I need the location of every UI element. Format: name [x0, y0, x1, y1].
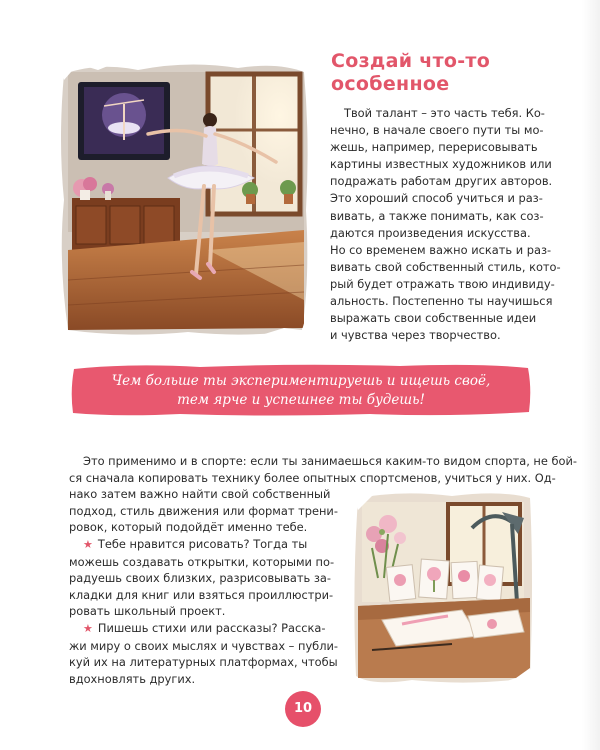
page-edge-shadow	[582, 0, 600, 750]
intro-line: даются произведения искусства.	[330, 225, 531, 240]
tip-1-line: ровать школьный проект.	[69, 604, 226, 619]
intro-line: Но со временем важно искать и раз-	[330, 242, 552, 257]
body-line: ся сначала копировать технику более опытных спортсменов, учиться у них. Од-	[69, 470, 556, 485]
tip-1-text: Тебе нравится рисовать? Тогда ты	[97, 536, 308, 551]
banner-quote	[70, 372, 532, 410]
art-desk-illustration	[352, 488, 534, 686]
tip-2-text: Пишешь стихи или рассказы? Расска-	[97, 620, 326, 635]
tip-1-line: кладки для книг или взяться проиллюстри-	[69, 587, 334, 602]
intro-line: подражать работам других авторов.	[330, 174, 553, 189]
intro-line: вивать, а также понимать, как соз-	[330, 208, 544, 223]
intro-paragraph	[330, 105, 561, 344]
quote-banner	[70, 363, 532, 417]
intro-line: и чувства через творчество.	[330, 328, 501, 343]
banner-line-2: тем ярче и успешнее ты будешь!	[177, 392, 425, 408]
section-heading	[331, 50, 571, 96]
body-line: нако затем важно найти свой собственный	[69, 487, 331, 502]
intro-line: выражать свои собственные идеи	[330, 311, 537, 326]
heading-line-2: особенное	[331, 73, 450, 95]
page-number-badge: 10	[285, 691, 321, 727]
intro-line: нечно, в начале своего пути ты мо-	[330, 123, 544, 138]
intro-line: альность. Постепенно ты научишься	[330, 294, 553, 309]
banner-line-1: Чем больше ты экспериментируешь и ищешь своё,	[111, 373, 491, 389]
tip-2-line: куй их на литературных платформах, чтобы	[69, 655, 338, 670]
intro-line: жешь, например, перерисовывать	[330, 140, 538, 155]
body-line: подход, стиль движения или формат трени-	[69, 503, 338, 518]
tip-2-line: вдохновлять других.	[69, 671, 196, 686]
heading-line-1: Создай что-то	[331, 50, 491, 72]
star-bullet-icon: ★	[83, 621, 93, 635]
star-bullet-icon: ★	[83, 537, 93, 551]
intro-line: картины известных художников или	[330, 157, 552, 172]
intro-line: Это хороший способ учиться и раз-	[330, 191, 543, 206]
intro-line: вивать свой собственный стиль, кото-	[330, 259, 561, 274]
tip-1-line: радуешь своих близких, разрисовывать за-	[69, 571, 331, 586]
intro-line: Твой талант – это часть тебя. Ко-	[344, 106, 545, 120]
tip-1-line: можешь создавать открытки, которыми по-	[69, 554, 335, 569]
body-line: Это применимо и в спорте: если ты занимаешься каким-то видом спорта, не бой-	[83, 454, 578, 468]
intro-line: рый будет отражать твою индивиду-	[330, 276, 555, 291]
tip-2-line: жи миру о своих мыслях и чувствах – публи-	[69, 638, 338, 653]
body-line: ровок, который подойдёт именно тебе.	[69, 520, 308, 535]
ballerina-illustration	[58, 60, 310, 338]
